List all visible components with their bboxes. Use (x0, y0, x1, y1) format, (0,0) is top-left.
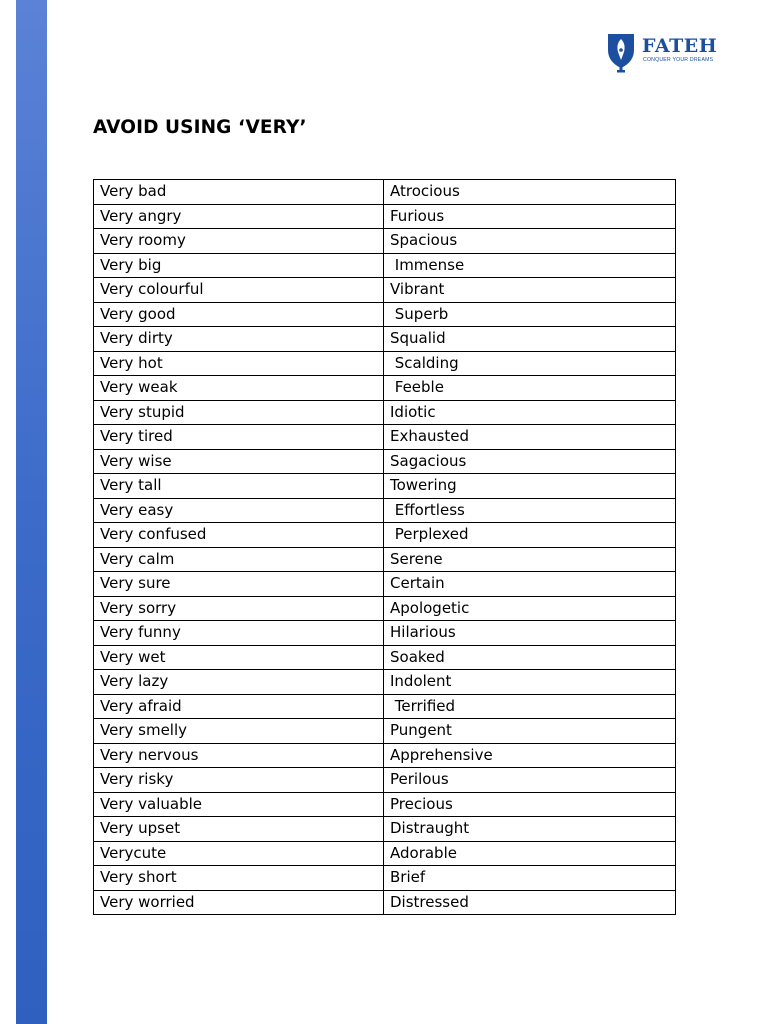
table-row (94, 253, 676, 278)
replacement-cell: Idiotic (384, 400, 676, 425)
table-row (94, 547, 676, 572)
phrase-cell: Very colourful (94, 278, 384, 303)
fateh-logo (604, 30, 729, 74)
table-row (94, 621, 676, 646)
table-row (94, 719, 676, 744)
table-row (94, 376, 676, 401)
replacement-cell: Soaked (384, 645, 676, 670)
table-row (94, 204, 676, 229)
table-row (94, 743, 676, 768)
table-row (94, 841, 676, 866)
phrase-cell: Very smelly (94, 719, 384, 744)
replacement-cell: Spacious (384, 229, 676, 254)
replacement-cell: Sagacious (384, 449, 676, 474)
table-row (94, 327, 676, 352)
table-row (94, 890, 676, 915)
table-row (94, 523, 676, 548)
phrase-cell: Very lazy (94, 670, 384, 695)
phrase-cell: Very big (94, 253, 384, 278)
table-row (94, 866, 676, 891)
replacement-cell: Adorable (384, 841, 676, 866)
replacement-cell: Effortless (384, 498, 676, 523)
replacement-cell: Perilous (384, 768, 676, 793)
table-row (94, 351, 676, 376)
phrase-cell: Very wet (94, 645, 384, 670)
table-row (94, 596, 676, 621)
table-row (94, 792, 676, 817)
table-row (94, 670, 676, 695)
phrase-cell: Very bad (94, 180, 384, 205)
brand-name: FATEH (642, 35, 718, 57)
table-row (94, 474, 676, 499)
table-row (94, 229, 676, 254)
replacement-cell: Squalid (384, 327, 676, 352)
table-row (94, 302, 676, 327)
table-row (94, 498, 676, 523)
blue-sidebar-bar (16, 0, 47, 1024)
phrase-cell: Very stupid (94, 400, 384, 425)
replacement-cell: Exhausted (384, 425, 676, 450)
replacement-cell: Atrocious (384, 180, 676, 205)
table-row (94, 645, 676, 670)
phrase-cell: Very good (94, 302, 384, 327)
left-decorative-band (0, 0, 47, 1024)
table-row (94, 278, 676, 303)
replacement-cell: Serene (384, 547, 676, 572)
phrase-cell: Very dirty (94, 327, 384, 352)
phrase-cell: Very worried (94, 890, 384, 915)
phrase-cell: Very wise (94, 449, 384, 474)
phrase-cell: Very confused (94, 523, 384, 548)
replacement-cell: Distraught (384, 817, 676, 842)
replacement-cell: Perplexed (384, 523, 676, 548)
table-row (94, 694, 676, 719)
phrase-cell: Very tall (94, 474, 384, 499)
phrase-cell: Very upset (94, 817, 384, 842)
replacement-cell: Apprehensive (384, 743, 676, 768)
phrase-cell: Very sure (94, 572, 384, 597)
table-row (94, 817, 676, 842)
replacement-cell: Immense (384, 253, 676, 278)
phrase-cell: Very nervous (94, 743, 384, 768)
phrase-cell: Very afraid (94, 694, 384, 719)
replacement-cell: Precious (384, 792, 676, 817)
replacement-cell: Superb (384, 302, 676, 327)
replacement-cell: Brief (384, 866, 676, 891)
phrase-cell: Very easy (94, 498, 384, 523)
phrase-cell: Very roomy (94, 229, 384, 254)
phrase-cell: Very tired (94, 425, 384, 450)
pen-nib-shield-icon (604, 30, 638, 74)
table-row (94, 572, 676, 597)
table-row (94, 400, 676, 425)
phrase-cell: Very weak (94, 376, 384, 401)
phrase-cell: Very risky (94, 768, 384, 793)
word-replacement-table (93, 179, 676, 915)
replacement-cell: Certain (384, 572, 676, 597)
replacement-cell: Furious (384, 204, 676, 229)
table-row (94, 768, 676, 793)
replacement-cell: Pungent (384, 719, 676, 744)
replacement-cell: Distressed (384, 890, 676, 915)
word-table-body (94, 180, 676, 915)
replacement-cell: Scalding (384, 351, 676, 376)
phrase-cell: Very calm (94, 547, 384, 572)
phrase-cell: Very valuable (94, 792, 384, 817)
table-row (94, 425, 676, 450)
phrase-cell: Very short (94, 866, 384, 891)
phrase-cell: Very funny (94, 621, 384, 646)
table-row (94, 449, 676, 474)
replacement-cell: Terrified (384, 694, 676, 719)
page-title: AVOID USING ‘VERY’ (93, 117, 307, 138)
table-row (94, 180, 676, 205)
phrase-cell: Verycute (94, 841, 384, 866)
replacement-cell: Feeble (384, 376, 676, 401)
replacement-cell: Apologetic (384, 596, 676, 621)
replacement-cell: Vibrant (384, 278, 676, 303)
replacement-cell: Towering (384, 474, 676, 499)
phrase-cell: Very angry (94, 204, 384, 229)
replacement-cell: Indolent (384, 670, 676, 695)
replacement-cell: Hilarious (384, 621, 676, 646)
brand-tagline: CONQUER YOUR DREAMS (643, 57, 714, 63)
phrase-cell: Very sorry (94, 596, 384, 621)
phrase-cell: Very hot (94, 351, 384, 376)
